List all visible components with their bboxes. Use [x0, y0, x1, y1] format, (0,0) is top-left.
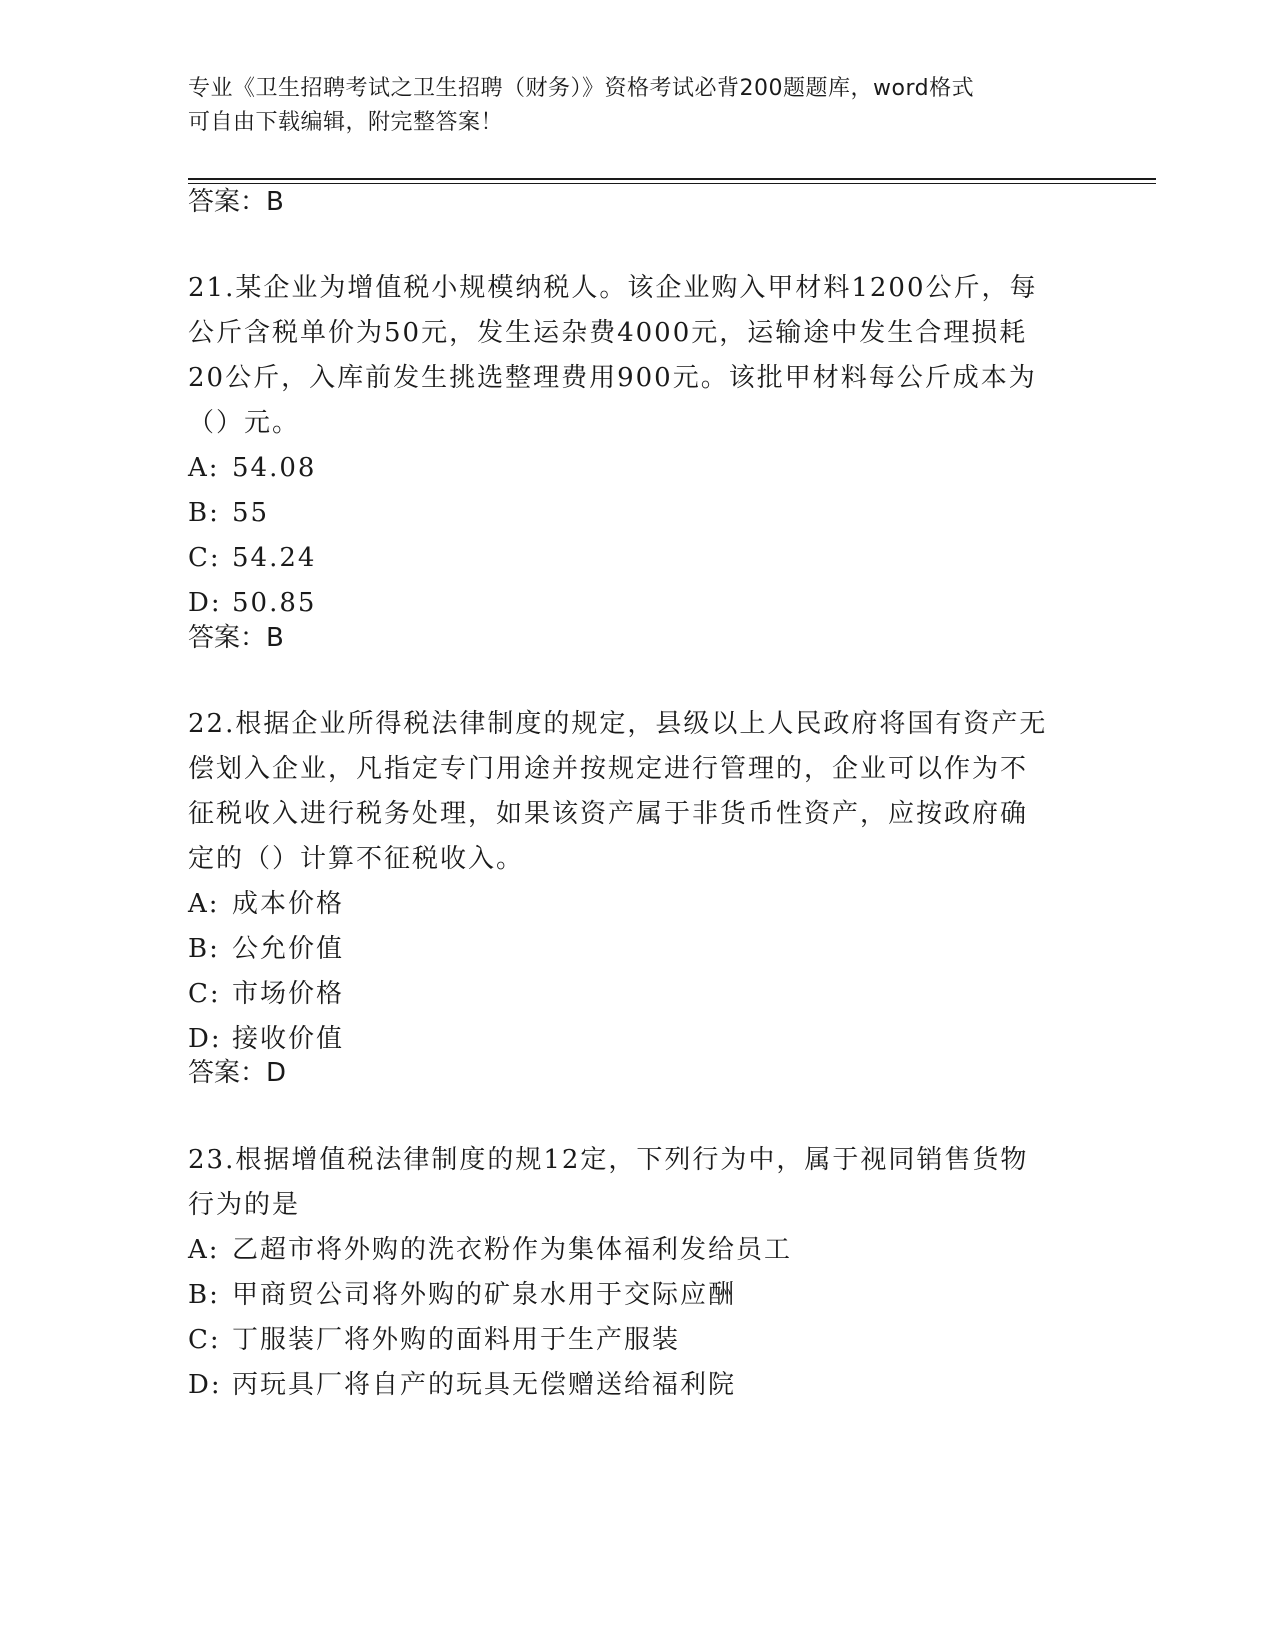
header-title-line-2: 可自由下载编辑，附完整答案！ [188, 110, 504, 135]
option-text: 54.24 [232, 543, 317, 573]
option-letter: A: [188, 1235, 220, 1265]
option-letter: C: [188, 979, 221, 1009]
option-c [188, 1318, 1088, 1363]
question-21-line-3: 20公斤，入库前发生挑选整理费用900元。该批甲材料每公斤成本为 [188, 363, 1037, 393]
answer-21: 答案：B [188, 623, 284, 653]
option-text: 接收价值 [232, 1024, 345, 1054]
option-text: 丙玩具厂将自产的玩具无偿赠送给福利院 [232, 1370, 737, 1400]
option-text: 丁服装厂将外购的面料用于生产服装 [232, 1325, 681, 1355]
question-22-line-4: 定的（）计算不征税收入。 [188, 844, 525, 874]
question-23-line-1: 23.根据增值税法律制度的规12定，下列行为中，属于视同销售货物 [188, 1145, 1029, 1175]
option-text: 公允价值 [232, 934, 345, 964]
header-divider-thick [188, 178, 1156, 180]
question-22 [188, 702, 1088, 1062]
option-a [188, 1228, 1088, 1273]
option-b [188, 1273, 1088, 1318]
option-text: 成本价格 [232, 889, 345, 919]
option-b [188, 491, 1088, 536]
header-divider-thin [188, 183, 1156, 184]
question-23-line-2: 行为的是 [188, 1190, 301, 1220]
option-text: 市场价格 [232, 979, 345, 1009]
question-23 [188, 1138, 1088, 1408]
option-text: 50.85 [232, 588, 317, 618]
answer-prev: 答案：B [188, 187, 284, 217]
question-22-line-2: 偿划入企业，凡指定专门用途并按规定进行管理的，企业可以作为不 [188, 754, 1029, 784]
question-22-line-1: 22.根据企业所得税法律制度的规定，县级以上人民政府将国有资产无 [188, 709, 1048, 739]
option-letter: A: [188, 453, 220, 483]
question-21-line-2: 公斤含税单价为50元，发生运杂费4000元，运输途中发生合理损耗 [188, 318, 1028, 348]
question-21-line-4: （）元。 [188, 408, 301, 438]
option-letter: D: [188, 588, 222, 618]
option-b [188, 927, 1088, 972]
option-letter: B: [188, 934, 220, 964]
question-21 [188, 266, 1088, 626]
option-letter: D: [188, 1370, 222, 1400]
option-letter: C: [188, 1325, 221, 1355]
option-c [188, 972, 1088, 1017]
option-letter: A: [188, 889, 220, 919]
option-letter: B: [188, 498, 220, 528]
option-d [188, 1363, 1088, 1408]
option-text: 54.08 [232, 453, 317, 483]
option-a [188, 882, 1088, 927]
question-21-line-1: 21.某企业为增值税小规模纳税人。该企业购入甲材料1200公斤，每 [188, 273, 1038, 303]
option-letter: C: [188, 543, 221, 573]
option-d [188, 581, 1088, 626]
header-title-line-1: 专业《卫生招聘考试之卫生招聘（财务）》资格考试必背200题题库，word格式 [188, 76, 975, 101]
option-letter: D: [188, 1024, 222, 1054]
question-22-line-3: 征税收入进行税务处理，如果该资产属于非货币性资产，应按政府确 [188, 799, 1029, 829]
option-text: 乙超市将外购的洗衣粉作为集体福利发给员工 [232, 1235, 793, 1265]
option-d [188, 1017, 1088, 1062]
option-letter: B: [188, 1280, 220, 1310]
option-a [188, 446, 1088, 491]
answer-22: 答案：D [188, 1058, 287, 1088]
document-header [188, 72, 1068, 140]
option-text: 甲商贸公司将外购的矿泉水用于交际应酬 [232, 1280, 737, 1310]
option-c [188, 536, 1088, 581]
option-text: 55 [232, 498, 270, 528]
